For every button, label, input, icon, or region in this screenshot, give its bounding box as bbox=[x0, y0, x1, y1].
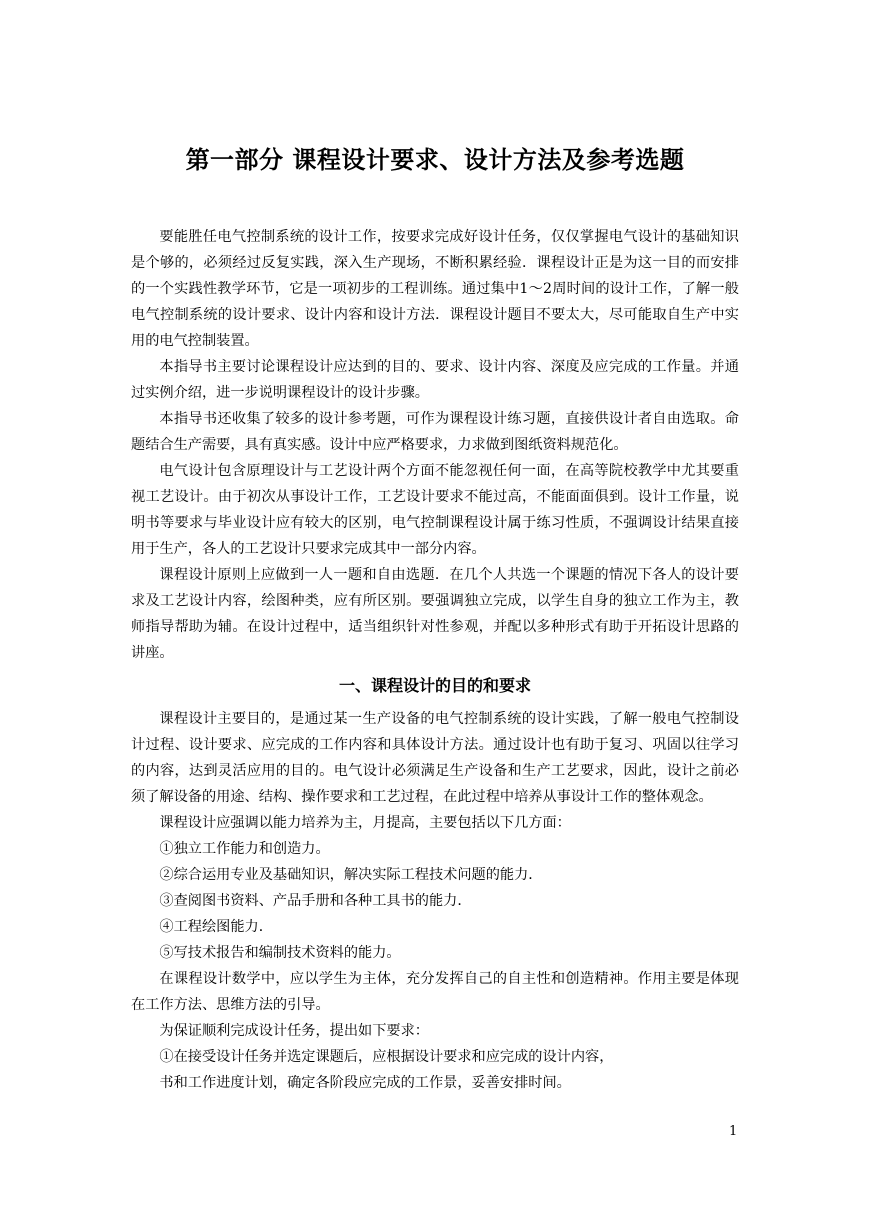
list-item-ability-5: ⑤写技术报告和编制技术资料的能力。 bbox=[159, 945, 401, 961]
intro-paragraph-4: 电气设计包含原理设计与工艺设计两个方面不能忽视任何一面，在高等院校教学中尤其要重视工艺设计。由于初次从事设计工作，工艺设计要求不能过高，不能面面俱到。设计工作量，说明书等要求与毕业设计应有较大的区别，电气控制课程设计属于练习性质，不强调设计结果直接用于生产，各人的工艺设计只要求完成其中一部分内容。 bbox=[131, 463, 739, 557]
list-item-ability-1: ①独立工作能力和创造力。 bbox=[159, 841, 330, 857]
page-number: 1 bbox=[729, 1124, 738, 1139]
section-paragraph-plan: 书和工作进度计划，确定各阶段应完成的工作景，妥善安排时间。 bbox=[159, 1075, 571, 1091]
section-paragraph-teaching: 在课程设计数学中，应以学生为主体，充分发挥自己的自主性和创造精神。作用主要是体现在工作方法、思维方法的引导。 bbox=[131, 971, 739, 1013]
page-content bbox=[131, 136, 739, 1096]
intro-paragraph-2: 本指导书主要讨论课程设计应达到的目的、要求、设计内容、深度及应完成的工作量。并通过实例介绍，进一步说明课程设计的设计步骤。 bbox=[131, 359, 739, 401]
section-paragraph-abilities-intro: 课程设计应强调以能力培养为主，月提高，主要包括以下几方面： bbox=[159, 815, 571, 831]
section-paragraph-requirements-intro: 为保证顺利完成设计任务，提出如下要求： bbox=[159, 1023, 429, 1039]
section-paragraph-purpose: 课程设计主要目的，是通过某一生产设备的电气控制系统的设计实践，了解一般电气控制设计过程、设计要求、应完成的工作内容和具体设计方法。通过设计也有助于复习、巩固以往学习的内容，达到灵活应用的目的。电气设计必须满足生产设备和生产工艺要求，因此，设计之前必须了解设备的用途、结构、操作要求和工艺过程，在此过程中培养从事设计工作的整体观念。 bbox=[131, 711, 739, 805]
section-heading: 一、课程设计的目的和要求 bbox=[338, 676, 531, 695]
list-item-ability-4: ④工程绘图能力． bbox=[159, 919, 273, 935]
page-title: 第一部分 课程设计要求、设计方法及参考选题 bbox=[185, 146, 685, 174]
list-item-ability-2: ②综合运用专业及基础知识，解决实际工程技术问题的能力． bbox=[159, 867, 543, 883]
list-item-ability-3: ③查阅图书资料、产品手册和各种工具书的能力． bbox=[159, 893, 472, 909]
intro-paragraph-1: 要能胜任电气控制系统的设计工作，按要求完成好设计任务，仅仅掌握电气设计的基础知识是个够的，必须经过反复实践，深入生产现场，不断积累经验．课程设计正是为这一目的而安排的一个实践性教学环节，它是一项初步的工程训练。通过集中1～2周时间的设计工作，了解一般电气控制系统的设计要求、设计内容和设计方法．课程设计题目不要太大，尽可能取自生产中实用的电气控制装置。 bbox=[131, 229, 739, 349]
list-item-requirement-1: ①在接受设计任务并选定课题后，应根据设计要求和应完成的设计内容， bbox=[159, 1049, 614, 1065]
intro-paragraph-3: 本指导书还收集了较多的设计参考题，可作为课程设计练习题，直接供设计者自由选取。命题结合生产需要，具有真实感。设计中应严格要求，力求做到图纸资料规范化。 bbox=[131, 411, 739, 453]
intro-paragraph-5: 课程设计原则上应做到一人一题和自由选题．在几个人共选一个课题的情况下各人的设计要求及工艺设计内容，绘图种类，应有所区别。要强调独立完成，以学生自身的独立工作为主，教师指导帮助为辅。在设计过程中，适当组织针对性参观，并配以多种形式有助于开拓设计思路的讲座。 bbox=[131, 567, 739, 661]
